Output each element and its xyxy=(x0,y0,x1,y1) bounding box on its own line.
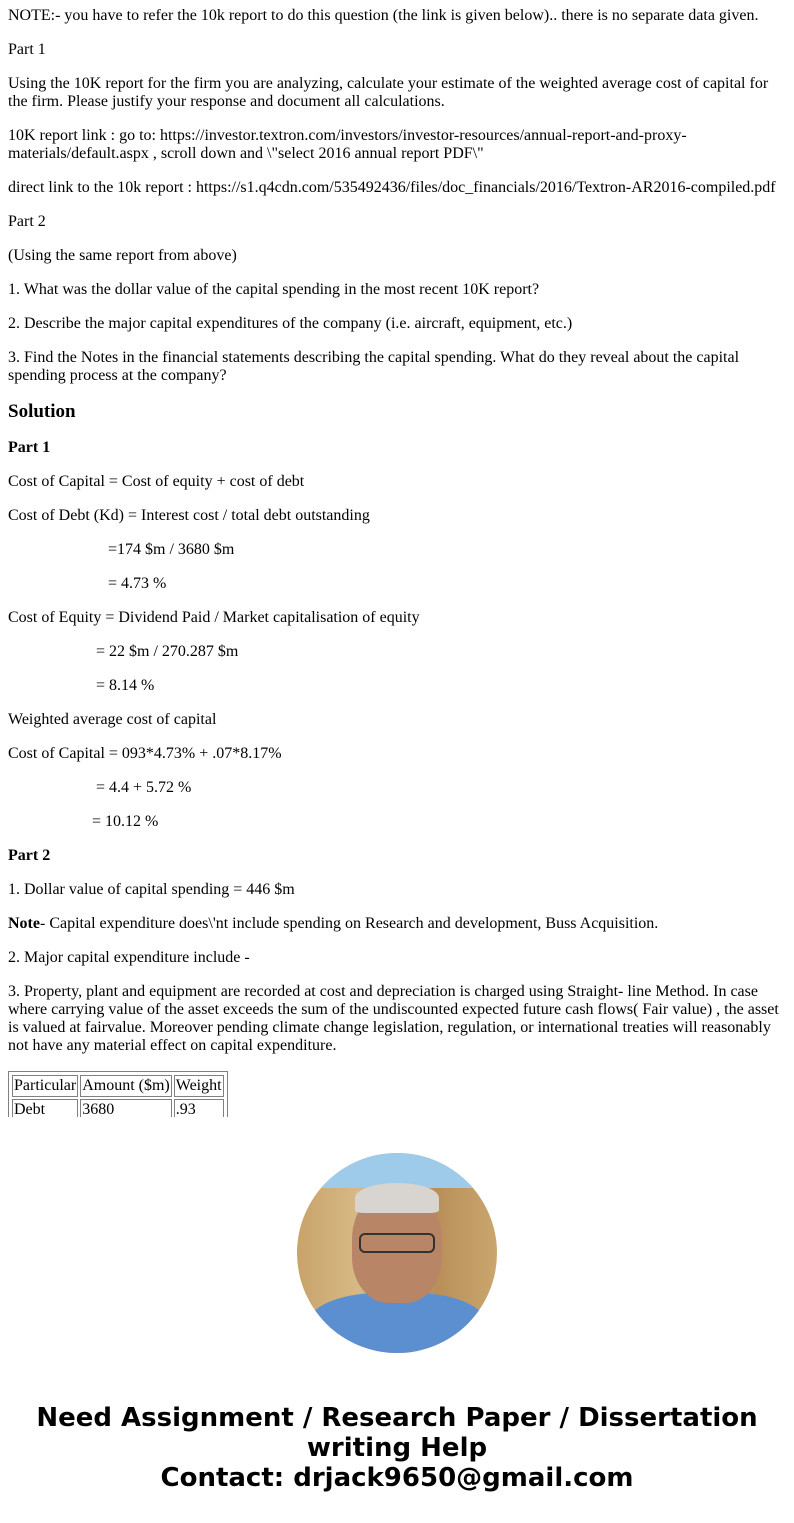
note: NOTE:- you have to refer the 10k report to do this question (the link is given below).. there is no separate data given. xyxy=(8,7,759,24)
calc-line: Cost of Equity = Dividend Paid / Market capitalisation of equity xyxy=(8,609,420,626)
part2-label: Part 2 xyxy=(8,213,46,230)
table-header: Particular xyxy=(12,1075,78,1097)
solution-heading: Solution xyxy=(8,401,76,422)
promo-line-1: Need Assignment / Research Paper / Dissertation writing Help xyxy=(36,1403,758,1463)
question-2: 2. Describe the major capital expenditures of the company (i.e. aircraft, equipment, etc.) xyxy=(8,315,573,332)
part2-intro: (Using the same report from above) xyxy=(8,247,237,264)
note-text: - Capital expenditure does\'nt include spending on Research and development, Buss Acquisition. xyxy=(39,915,659,932)
calc-line: Cost of Capital = 093*4.73% + .07*8.17% xyxy=(8,745,282,762)
question-3: 3. Find the Notes in the financial statements describing the capital spending. What do they reveal about the capital spending process at the company? xyxy=(8,349,740,384)
question-1: 1. What was the dollar value of the capital spending in the most recent 10K report? xyxy=(8,281,540,298)
wacc-table-container xyxy=(8,1071,786,1117)
table-header-row xyxy=(12,1075,224,1097)
table-header: Amount ($m) xyxy=(80,1075,172,1097)
calc-line: Weighted average cost of capital xyxy=(8,711,217,728)
part1-label: Part 1 xyxy=(8,41,46,58)
note-paragraph xyxy=(8,915,786,933)
table-cell: 3680 xyxy=(80,1099,172,1117)
calc-line: = 4.4 + 5.72 % xyxy=(96,779,192,796)
calc-line: Cost of Capital = Cost of equity + cost of debt xyxy=(8,473,305,490)
table-header: Weight xyxy=(174,1075,224,1097)
report-link: 10K report link : go to: https://investor.textron.com/investors/investor-resources/annual-report-and-proxy-materials/default.aspx , scroll down and \"select 2016 annual report PDF\" xyxy=(8,127,687,162)
part1-text: Using the 10K report for the firm you are analyzing, calculate your estimate of the weighted average cost of capital for the firm. Please justify your response and document all calculations. xyxy=(8,75,769,110)
wacc-table xyxy=(8,1071,228,1117)
calc-line: = 22 $m / 270.287 $m xyxy=(96,643,239,660)
calc-line: =174 $m / 3680 $m xyxy=(108,541,235,558)
answer-2: 2. Major capital expenditure include - xyxy=(8,949,250,966)
author-photo xyxy=(297,1153,497,1353)
promo-contact: Contact: drjack9650@gmail.com xyxy=(160,1463,634,1493)
calc-line: = 10.12 % xyxy=(92,813,159,830)
calc-line: Cost of Debt (Kd) = Interest cost / total debt outstanding xyxy=(8,507,370,524)
answer-1: 1. Dollar value of capital spending = 446 $m xyxy=(8,881,295,898)
table-cell: Debt xyxy=(12,1099,78,1117)
direct-link: direct link to the 10k report : https://s1.q4cdn.com/535492436/files/doc_financials/2016/Textron-AR2016-compiled.pdf xyxy=(8,179,776,196)
calc-line: = 4.73 % xyxy=(108,575,167,592)
table-cell: .93 xyxy=(174,1099,224,1117)
calc-line: = 8.14 % xyxy=(96,677,155,694)
promo-banner xyxy=(0,1403,794,1493)
table-row xyxy=(12,1099,224,1117)
solution-part2-label: Part 2 xyxy=(8,847,51,864)
solution-part1-label: Part 1 xyxy=(8,439,51,456)
answer-3: 3. Property, plant and equipment are recorded at cost and depreciation is charged using Straight- line Method. In case where carrying value of the asset exceeds the sum of the undiscounted expected future cash flows( Fair value) , the asset is valued at fairvalue. Moreover pending climate change legislation, regulation, or international treaties will reasonably not have any material effect on capital expenditure. xyxy=(8,983,779,1054)
note-label: Note xyxy=(8,915,40,932)
